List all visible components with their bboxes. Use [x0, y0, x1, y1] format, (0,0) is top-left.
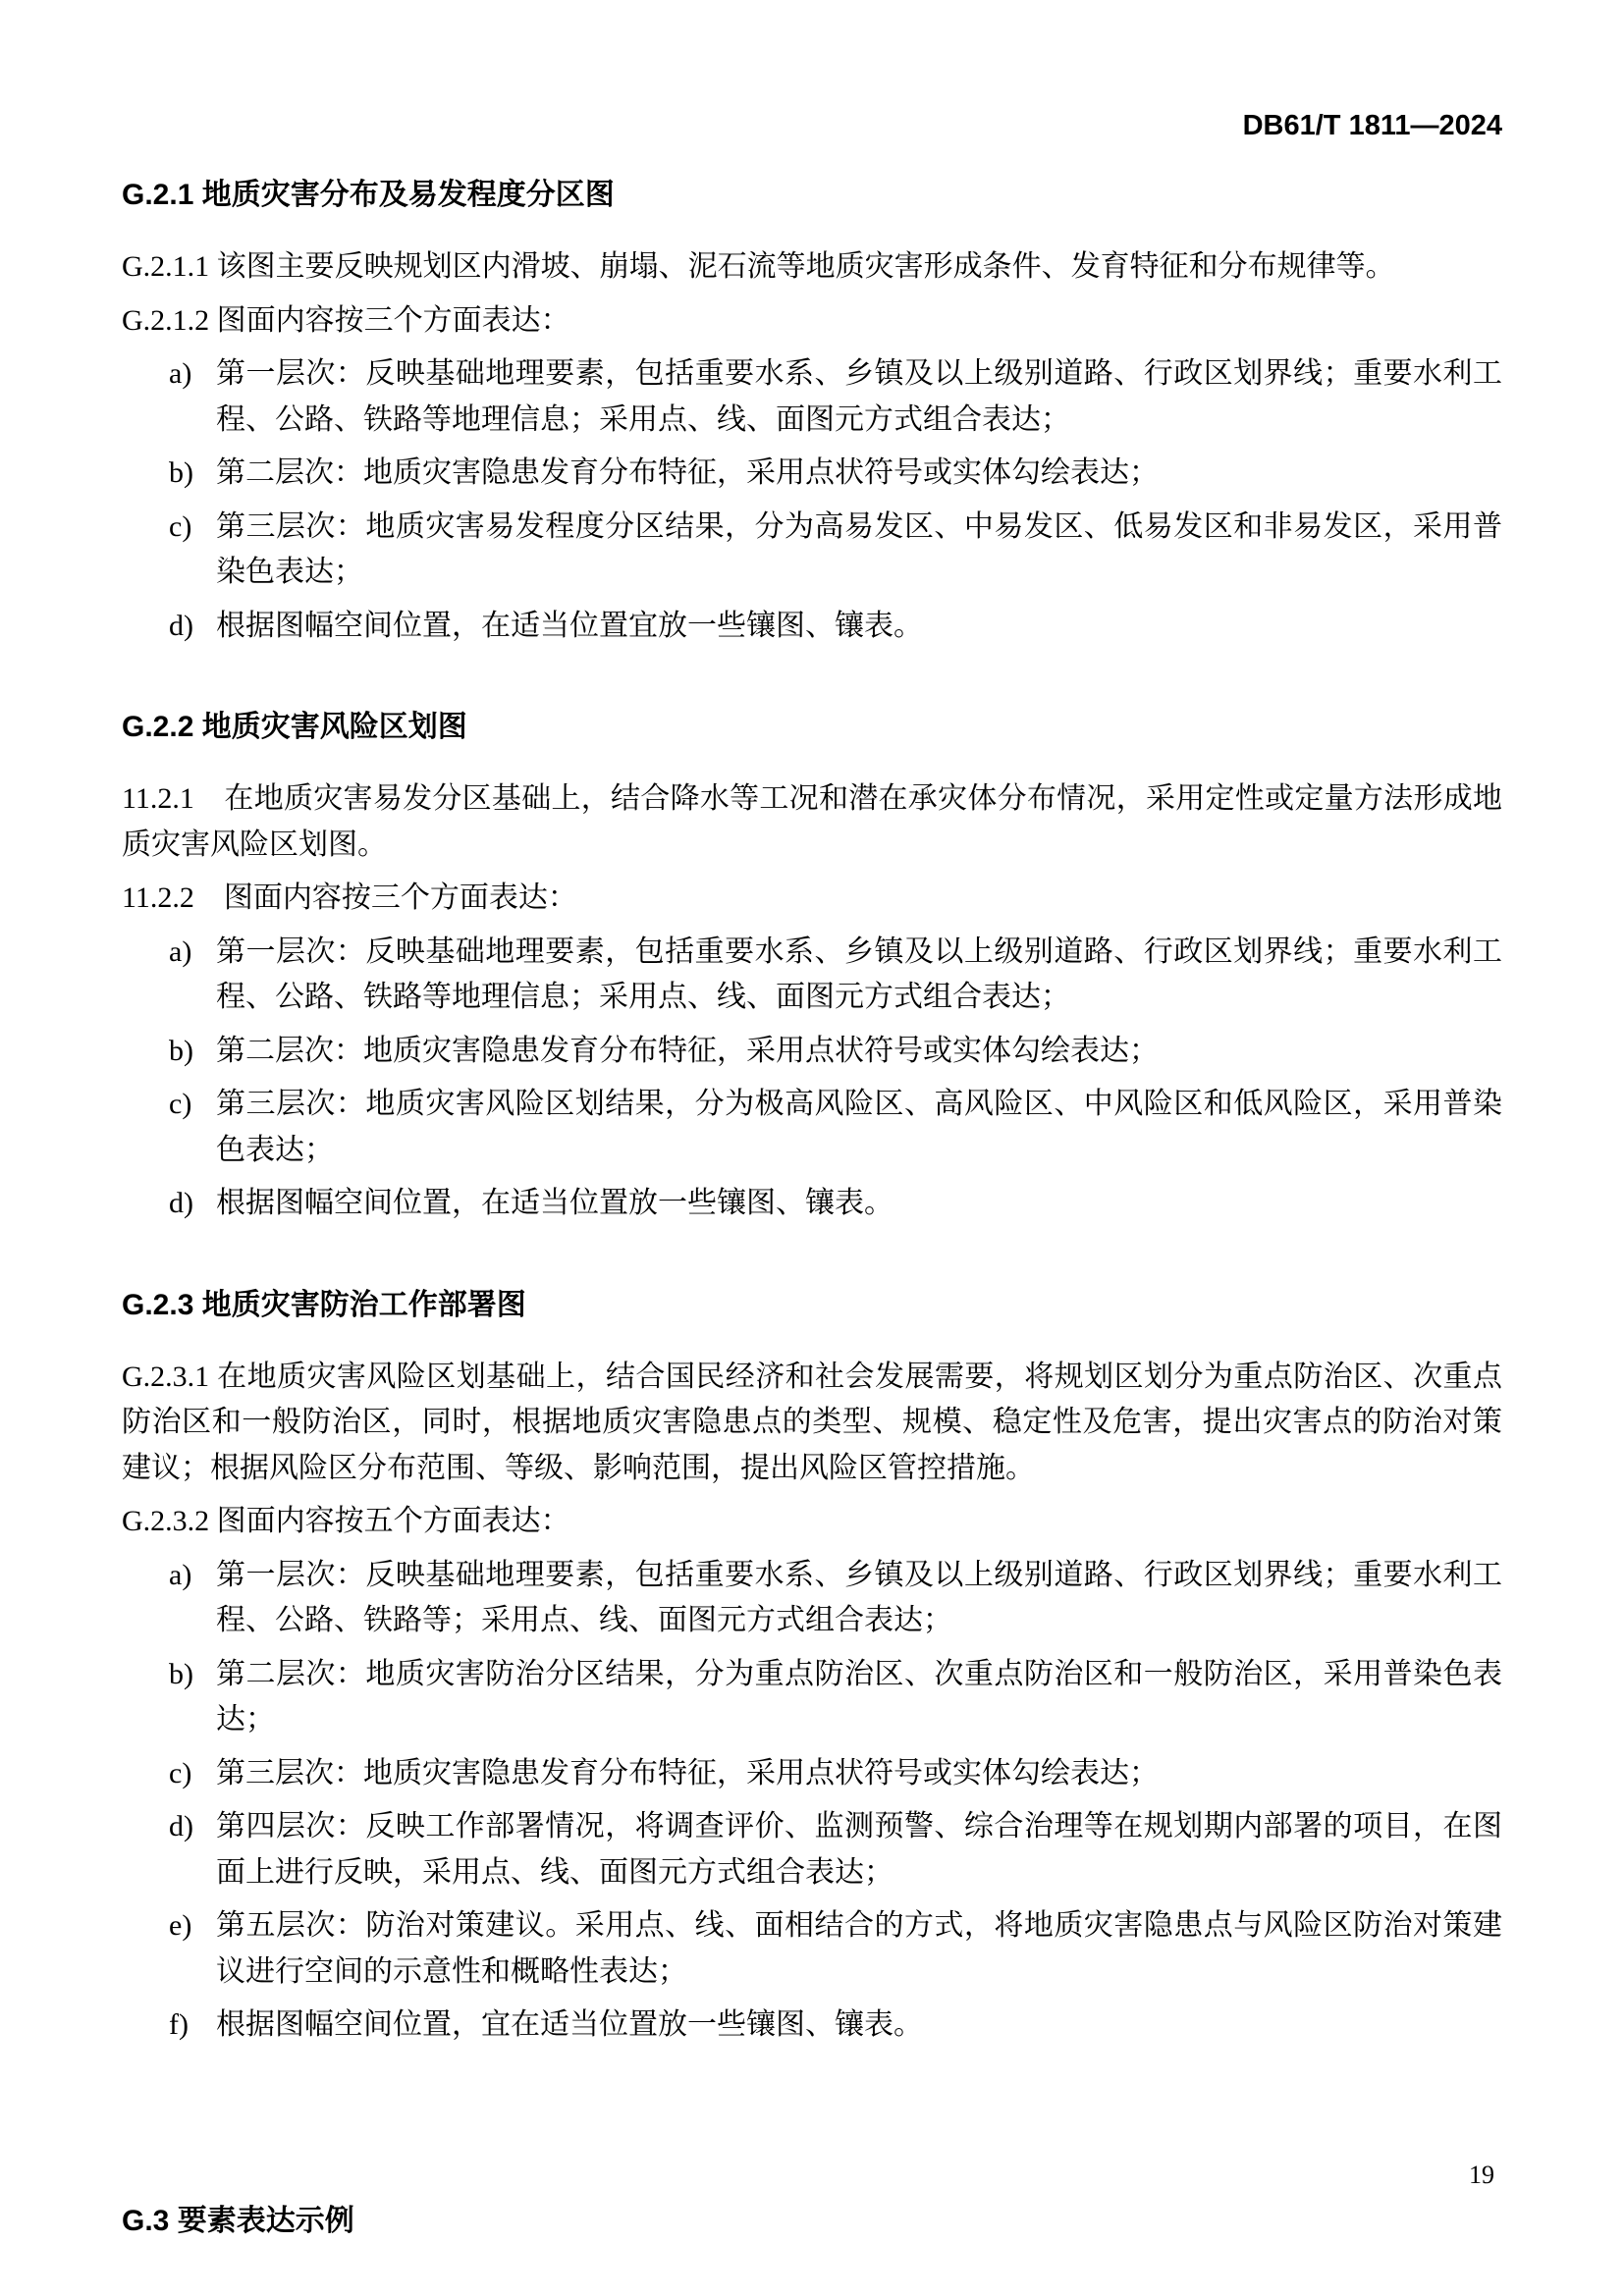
- list-text: 第三层次：地质灾害风险区划结果，分为极高风险区、高风险区、中风险区和低风险区，采用普染色表达；: [216, 1088, 1502, 1166]
- section-g2-1: [122, 170, 1502, 649]
- paragraph: 11.2.1 在地质灾害易发分区基础上，结合降水等工况和潜在承灾体分布情况，采用定性或定量方法形成地质灾害风险区划图。: [122, 782, 1502, 861]
- doc-number: DB61/T 1811—2024: [1242, 110, 1502, 141]
- list-marker: d): [169, 1810, 193, 1842]
- list-text: 第二层次：地质灾害隐患发育分布特征，采用点状符号或实体勾绘表达；: [216, 1034, 1159, 1067]
- list-item: [122, 505, 1502, 596]
- list-text: 第五层次：防治对策建议。采用点、线、面相结合的方式，将地质灾害隐患点与风险区防治对策建议进行空间的示意性和概略性表达；: [216, 1909, 1502, 1988]
- list-marker: c): [169, 509, 192, 543]
- list-text: 第二层次：地质灾害隐患发育分布特征，采用点状符号或实体勾绘表达；: [216, 456, 1159, 489]
- list-marker: e): [169, 1909, 192, 1942]
- list-marker: c): [169, 1088, 192, 1120]
- list-text: 第二层次：地质灾害防治分区结果，分为重点防治区、次重点防治区和一般防治区，采用普染色表达；: [216, 1657, 1502, 1735]
- paragraph: G.2.1.1 该图主要反映规划区内滑坡、崩塌、泥石流等地质灾害形成条件、发育特征和分布规律等。: [122, 250, 1395, 283]
- section-heading: G.2.3 地质灾害防治工作部署图: [122, 1288, 526, 1321]
- list-item: [122, 1903, 1502, 1995]
- list-marker: a): [169, 357, 192, 390]
- section-heading: G.2.2 地质灾害风险区划图: [122, 711, 467, 743]
- list-item: [122, 1181, 1502, 1227]
- list-item: [122, 1804, 1502, 1896]
- section-g2-2: [122, 702, 1502, 1227]
- list-item: [122, 1751, 1502, 1797]
- list-marker: c): [169, 1756, 192, 1789]
- list-item: [122, 2002, 1502, 2049]
- list-marker: d): [169, 1187, 193, 1219]
- section-g3: [122, 2196, 1502, 2239]
- section-heading: G.3 要素表达示例: [122, 2204, 354, 2237]
- list-text: 第一层次：反映基础地理要素，包括重要水系、乡镇及以上级别道路、行政区划界线；重要水利工程、公路、铁路等；采用点、线、面图元方式组合表达；: [216, 1558, 1502, 1636]
- list-text: 第四层次：反映工作部署情况，将调查评价、监测预警、综合治理等在规划期内部署的项目，在图面上进行反映，采用点、线、面图元方式组合表达；: [216, 1810, 1502, 1889]
- list-marker: b): [169, 1034, 193, 1067]
- list-text: 根据图幅空间位置，在适当位置宜放一些镶图、镶表。: [216, 609, 923, 642]
- paragraph: G.2.3.1 在地质灾害风险区划基础上，结合国民经济和社会发展需要，将规划区划分为重点防治区、次重点防治区和一般防治区，同时，根据地质灾害隐患点的类型、规模、稳定性及危害，提出灾害点的防治对策建议；根据风险区分布范围、等级、影响范围，提出风险区管控措施。: [122, 1360, 1502, 1484]
- list-text: 根据图幅空间位置，在适当位置放一些镶图、镶表。: [216, 1187, 893, 1219]
- list-item: [122, 351, 1502, 443]
- list-item: [122, 451, 1502, 497]
- list-item: [122, 1652, 1502, 1743]
- list-text: 第一层次：反映基础地理要素，包括重要水系、乡镇及以上级别道路、行政区划界线；重要水利工程、公路、铁路等地理信息；采用点、线、面图元方式组合表达；: [216, 934, 1502, 1013]
- list-item: [122, 1082, 1502, 1173]
- section-g2-3: [122, 1280, 1502, 2049]
- page-number: 19: [1469, 2161, 1494, 2189]
- list-marker: f): [169, 2008, 189, 2041]
- list-item: [122, 1029, 1502, 1075]
- list-marker: b): [169, 456, 193, 489]
- list-marker: a): [169, 1558, 192, 1591]
- list-text: 第三层次：地质灾害易发程度分区结果，分为高易发区、中易发区、低易发区和非易发区，采用普染色表达；: [216, 509, 1502, 588]
- list-item: [122, 1553, 1502, 1644]
- list-item: [122, 930, 1502, 1021]
- list-marker: b): [169, 1657, 193, 1690]
- list-text: 第三层次：地质灾害隐患发育分布特征，采用点状符号或实体勾绘表达；: [216, 1756, 1159, 1789]
- paragraph: 11.2.2 图面内容按三个方面表达：: [122, 881, 577, 914]
- paragraph: G.2.1.2 图面内容按三个方面表达：: [122, 303, 570, 337]
- list-text: 根据图幅空间位置，宜在适当位置放一些镶图、镶表。: [216, 2008, 923, 2041]
- section-heading: G.2.1 地质灾害分布及易发程度分区图: [122, 179, 615, 211]
- paragraph: G.2.3.2 图面内容按五个方面表达：: [122, 1505, 570, 1537]
- list-marker: d): [169, 609, 193, 642]
- list-marker: a): [169, 934, 192, 968]
- list-item: [122, 604, 1502, 650]
- list-text: 第一层次：反映基础地理要素，包括重要水系、乡镇及以上级别道路、行政区划界线；重要水利工程、公路、铁路等地理信息；采用点、线、面图元方式组合表达；: [216, 357, 1502, 436]
